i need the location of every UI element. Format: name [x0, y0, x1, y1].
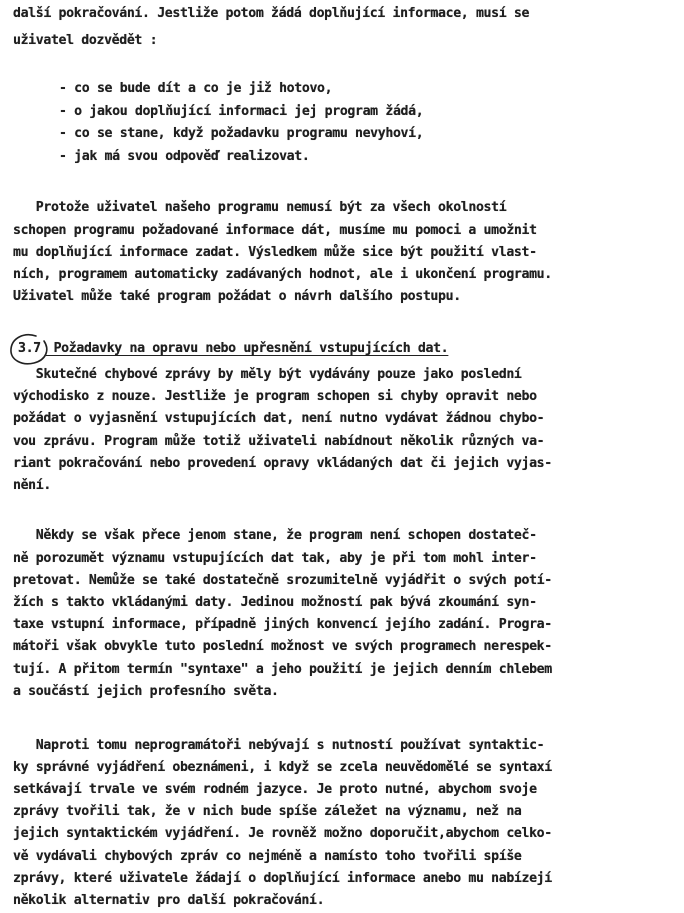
para4-line-7: zprávy, které uživatele žádají o doplňující informace anebo mu nabízejí [13, 871, 552, 886]
para2-line-5: riant pokračování nebo provedení opravy vkládaných dat či jejich vyjas- [13, 456, 552, 471]
para1-line-1: Protože uživatel našeho programu nemusí být za všech okolností [13, 200, 507, 215]
bullet-item-1: - co se bude dít a co je již hotovo, [59, 81, 333, 96]
para3-line-6: mátoři však obvykle tuto poslední možnost ve svých programech nerespek- [13, 639, 552, 654]
para4-line-8: několik alternativ pro další pokračování. [13, 893, 325, 908]
para1-line-3: mu doplňující informace zadat. Výsledkem může sice být použití vlast- [13, 245, 537, 260]
para4-line-1: Naproti tomu neprogramátoři nebývají s nutností používat syntaktic- [13, 738, 545, 753]
intro-line-1: další pokračování. Jestliže potom žádá doplňující informace, musí se [13, 6, 530, 21]
bullet-item-4: - jak má svou odpověď realizovat. [59, 149, 310, 164]
para2-line-4: vou zprávu. Program může totiž uživateli nabídnout několik různých va- [13, 434, 545, 449]
para3-line-5: taxe vstupní informace, případně jiných konvencí jejího zadání. Progra- [13, 617, 552, 632]
para3-line-4: žích s takto vkládanými daty. Jedinou možností pak bývá zkoumání syn- [13, 595, 537, 610]
section-number: 3.7 [18, 341, 41, 356]
para4-line-4: zprávy tvořili tak, že v nich bude spíše záležet na významu, než na [13, 804, 522, 819]
para3-line-1: Někdy se však přece jenom stane, že program není schopen dostateč- [13, 528, 537, 543]
para2-line-1: Skutečné chybové zprávy by měly být vydávány pouze jako poslední [13, 367, 522, 382]
para4-line-3: setkávají trvale ve svém rodném jazyce. Je proto nutné, abychom svoje [13, 782, 537, 797]
para2-line-6: nění. [13, 478, 51, 493]
para3-line-3: pretovat. Nemůže se také dostatečně srozumitelně vyjádřit o svých potí- [13, 573, 552, 588]
para4-line-5: jejich syntaktickém vyjádření. Je rovněž možno doporučit,abychom celko- [13, 826, 552, 841]
para2-line-3: požádat o vyjasnění vstupujících dat, není nutno vydávat žádnou chybo- [13, 411, 545, 426]
para1-line-4: ních, programem automaticky zadávaných hodnot, ale i ukončení programu. [13, 267, 552, 282]
para4-line-6: vě vydávali chybových zpráv co nejméně a namísto toho tvořili spíše [13, 849, 522, 864]
para1-line-2: schopen programu požadované informace dát, musíme mu pomoci a umožnit [13, 223, 537, 238]
para3-line-8: a součástí jejich profesního světa. [13, 684, 279, 699]
para3-line-7: tují. A přitom termín "syntaxe" a jeho použití je jejich denním chlebem [13, 662, 552, 677]
section-title: Požadavky na opravu nebo upřesnění vstupujících dat. [46, 341, 449, 356]
para4-line-2: ky správné vyjádření obeznámeni, i když se zcela neuvědomělé se syntaxí [13, 760, 552, 775]
para2-line-2: východisko z nouze. Jestliže je program schopen si chyby opravit nebo [13, 389, 537, 404]
bullet-item-2: - o jakou doplňující informaci jej program žádá, [59, 104, 424, 119]
bullet-item-3: - co se stane, když požadavku programu nevyhoví, [59, 126, 424, 141]
para3-line-2: ně porozumět významu vstupujících dat tak, aby je při tom mohl inter- [13, 551, 537, 566]
intro-line-2: uživatel dozvědět : [13, 33, 158, 48]
para1-line-5: Uživatel může také program požádat o návrh dalšího postupu. [13, 289, 461, 304]
